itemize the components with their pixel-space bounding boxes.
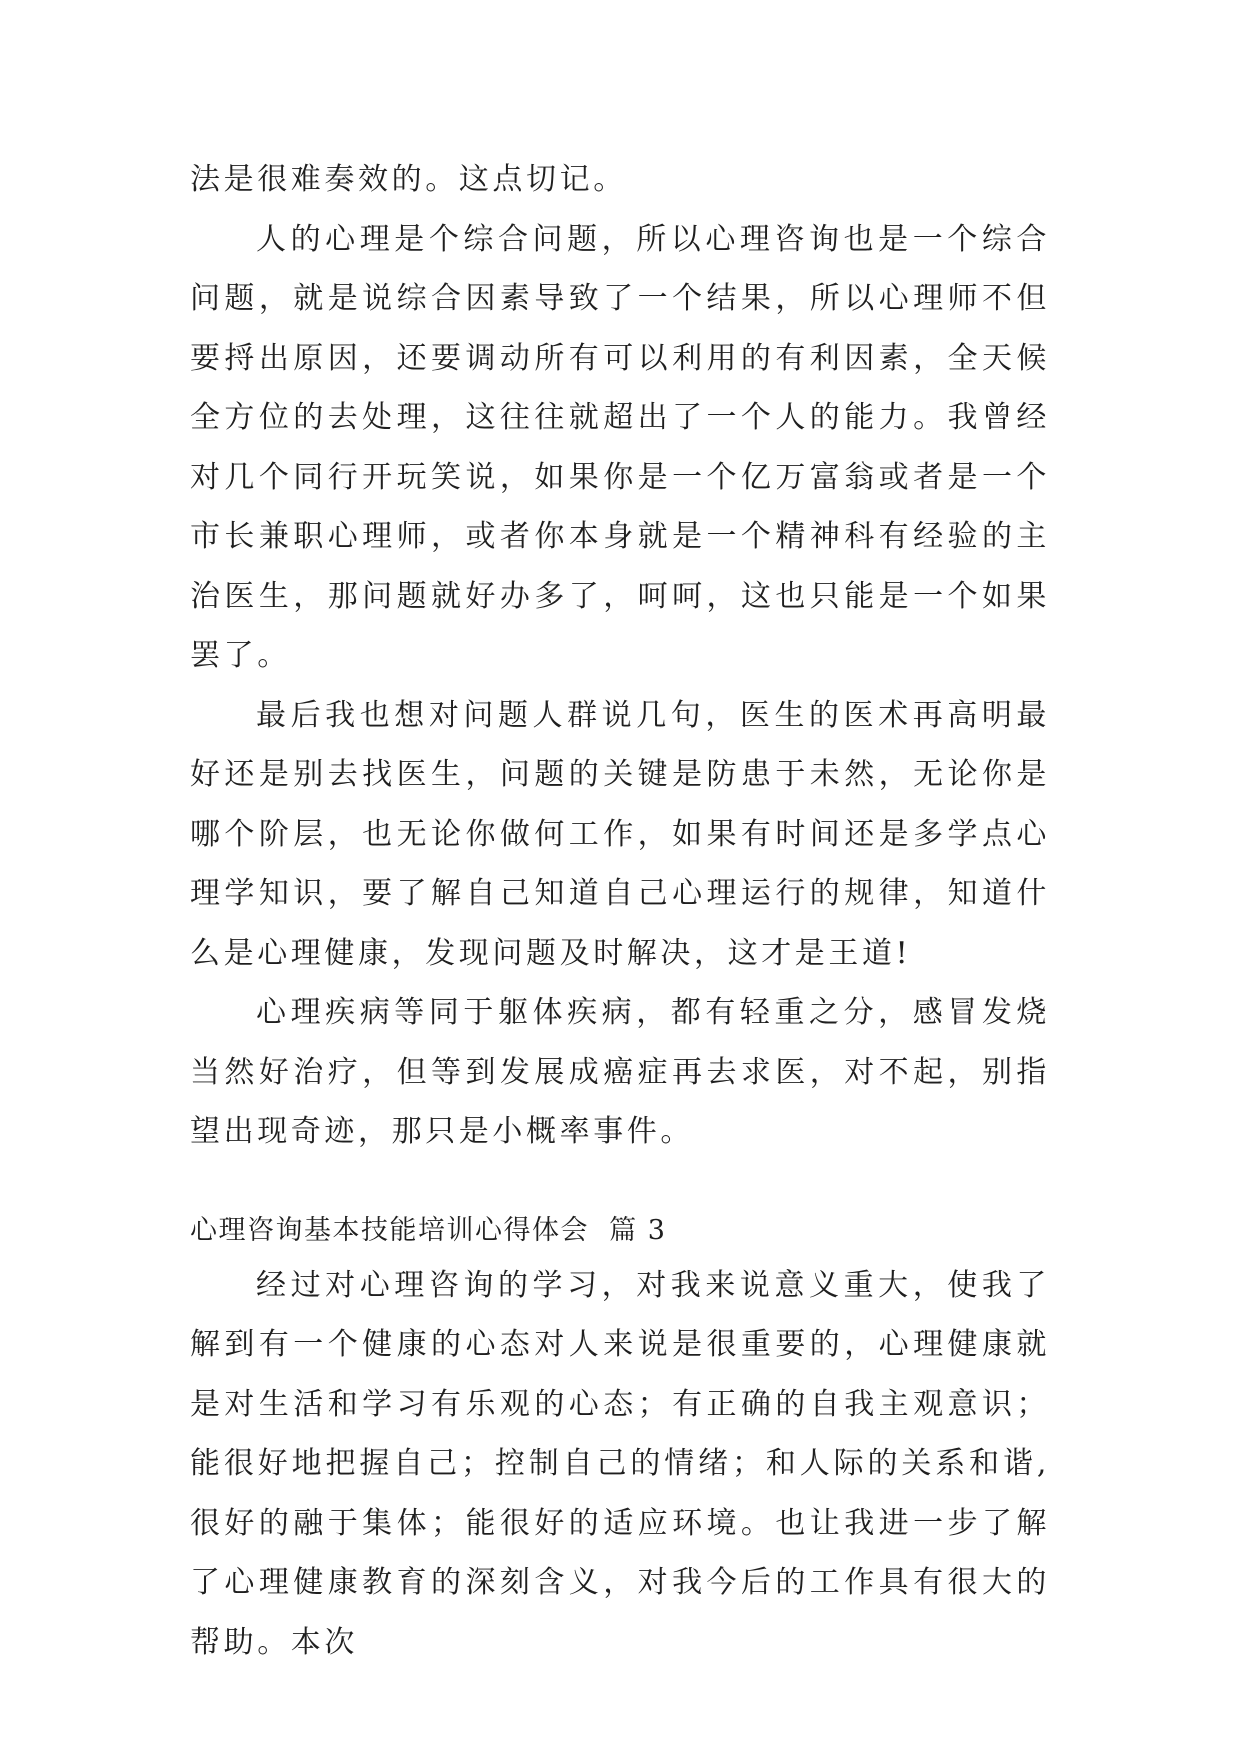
paragraph-2: 人的心理是个综合问题，所以心理咨询也是一个综合问题，就是说综合因素导致了一个结果，所以心理师不但要捋出原因，还要调动所有可以利用的有利因素，全天候全方位的去处理，这往往就超出了一个人的能力。我曾经对几个同行开玩笑说，如果你是一个亿万富翁或者是一个市长兼职心理师，或者你本身就是一个精神科有经验的主治医生，那问题就好办多了，呵呵，这也只能是一个如果罢了。 (190, 221, 1050, 673)
paragraph-5: 经过对心理咨询的学习，对我来说意义重大，使我了解到有一个健康的心态对人来说是很重要的，心理健康就是对生活和学习有乐观的心态；有正确的自我主观意识；能很好地把握自己；控制自己的情绪；和人际的关系和谐,很好的融于集体；能很好的适应环境。也让我进一步了解了心理健康教育的深刻含义，对我今后的工作具有很大的帮助。本次 (190, 1267, 1050, 1660)
paragraph-1: 法是很难奏效的。这点切记。 (190, 162, 627, 197)
section-heading: 心理咨询基本技能培训心得体会 篇 3 (190, 1214, 667, 1246)
document-page (190, 150, 1050, 1672)
paragraph-3: 最后我也想对问题人群说几句，医生的医术再高明最好还是别去找医生，问题的关键是防患于未然，无论你是哪个阶层，也无论你做何工作，如果有时间还是多学点心理学知识，要了解自己知道自己心理运行的规律，知道什么是心理健康，发现问题及时解决，这才是王道! (190, 697, 1050, 971)
paragraph-4: 心理疾病等同于躯体疾病，都有轻重之分，感冒发烧当然好治疗，但等到发展成癌症再去求医，对不起，别指望出现奇迹，那只是小概率事件。 (190, 995, 1050, 1149)
